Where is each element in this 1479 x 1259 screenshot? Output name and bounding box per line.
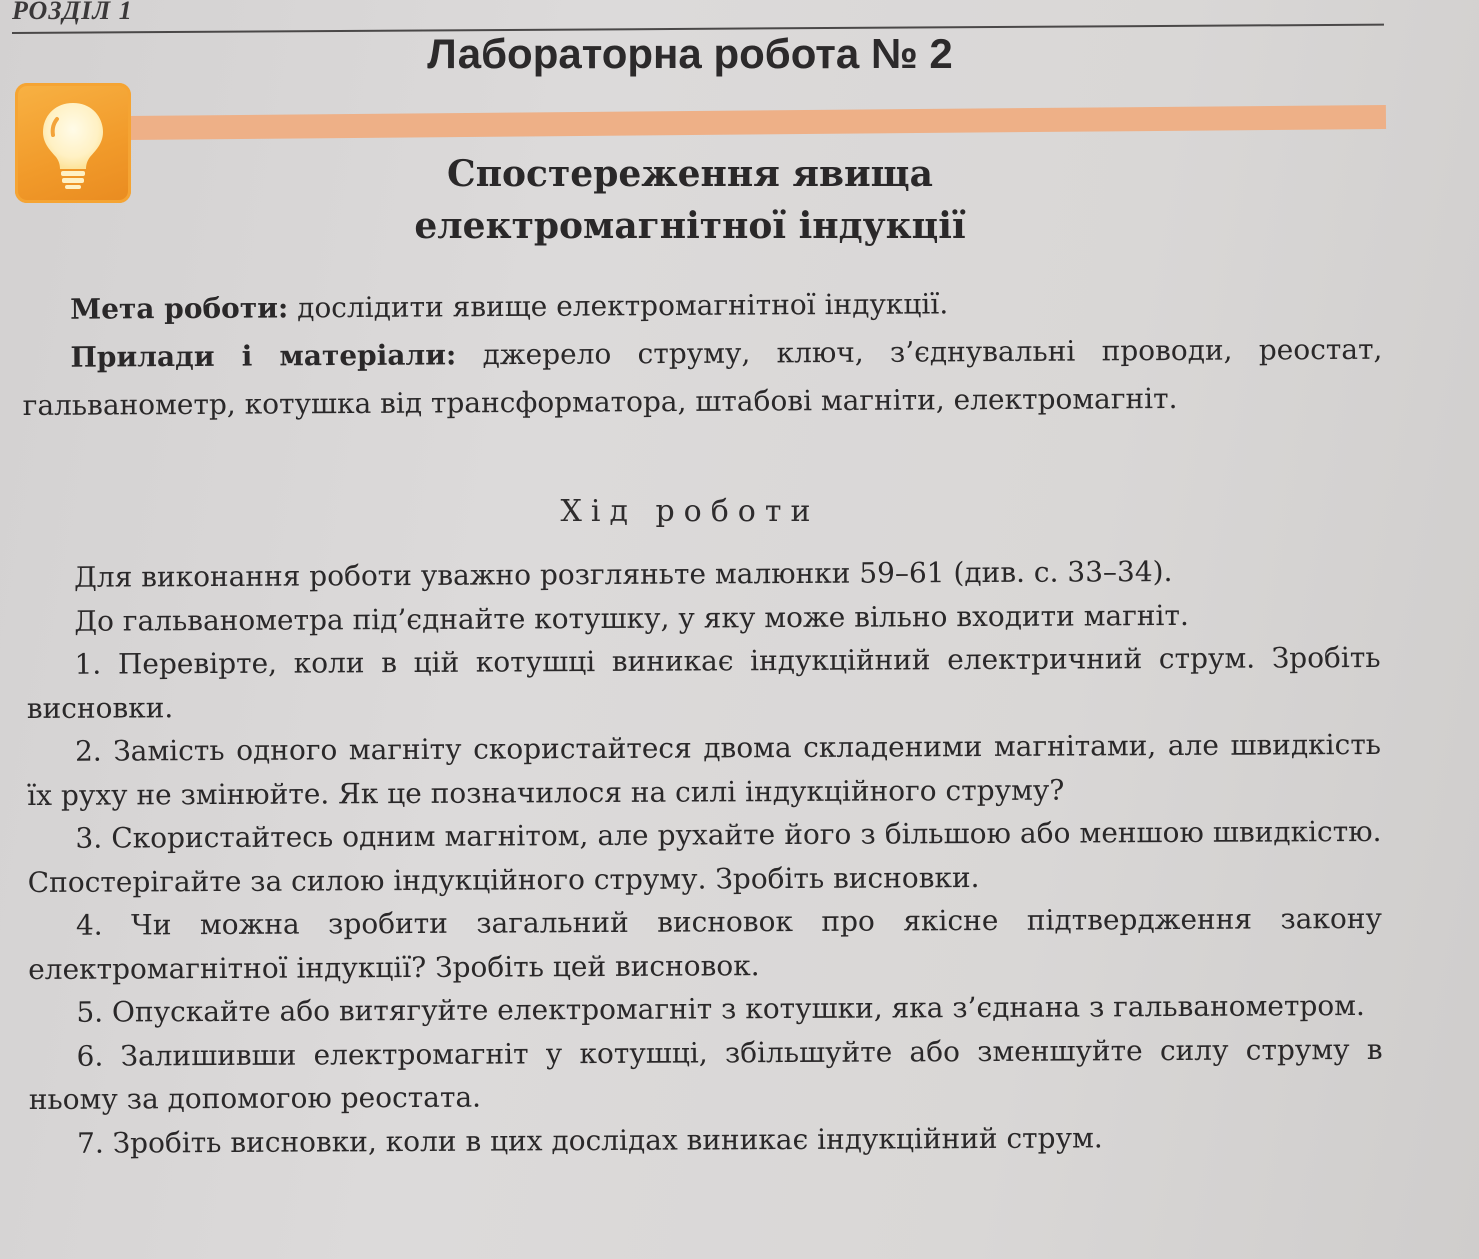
goal-paragraph (22, 278, 1382, 334)
procedure-heading: Хід роботи (560, 494, 820, 529)
materials-label: Прилади і матеріали: (70, 338, 457, 374)
work-title (0, 148, 1380, 252)
title-accent-bar (120, 105, 1386, 140)
procedure-step-6: 6. Залишивши електромагніт у котушці, збільшуйте або зменшуйте силу струму в ньому за допомогою реостата. (28, 1032, 1383, 1116)
work-title-line-1: Спостереження явища (447, 153, 933, 195)
goal-text: дослідити явище електромагнітної індукції. (288, 287, 949, 325)
procedure-step-5: 5. Опускайте або витягуйте електромагніт з котушки, яка з’єднана з гальванометром. (76, 988, 1365, 1029)
procedure-intro-1: Для виконання роботи уважно розгляньте малюнки 59–61 (див. с. 33–34). (74, 554, 1173, 594)
goal-label: Мета роботи: (70, 291, 289, 326)
intro-block (22, 278, 1383, 430)
procedure-step-1: 1. Перевірте, коли в цій котушці виникає індукційний електричний струм. Зробіть висновки. (26, 640, 1381, 725)
section-label: РОЗДІЛ 1 (12, 0, 133, 25)
procedure-step-7: 7. Зробіть висновки, коли в цих дослідах виникає індукційний струм. (76, 1120, 1103, 1160)
procedure-steps (26, 549, 1383, 1165)
lab-title: Лабораторна робота № 2 (427, 30, 953, 77)
work-title-line-2: електромагнітної індукції (414, 205, 966, 247)
materials-text: джерело струму, ключ, з’єднувальні проводи, реостат, гальванометр, котушка від трансформатора, штабові магніти, електромагніт. (22, 332, 1383, 422)
procedure-step-4: 4. Чи можна зробити загальний висновок про якісне підтвердження закону електромагнітної індукції? Зробіть цей висновок. (28, 901, 1383, 986)
materials-paragraph (22, 326, 1383, 430)
procedure-step-3: 3. Скористайтесь одним магнітом, але рухайте його з більшою або меншою швидкістю. Спостерігайте за силою індукційного струму. Зробіть висновки. (27, 814, 1382, 899)
procedure-intro-2: До гальванометра під’єднайте котушку, у яку може вільно входити магніт. (74, 598, 1189, 638)
procedure-step-2: 2. Замість одного магніту скористайтеся двома складеними магнітами, але швидкість їх руху не змінюйте. Як це позначилося на силі індукційного струму? (27, 727, 1382, 812)
